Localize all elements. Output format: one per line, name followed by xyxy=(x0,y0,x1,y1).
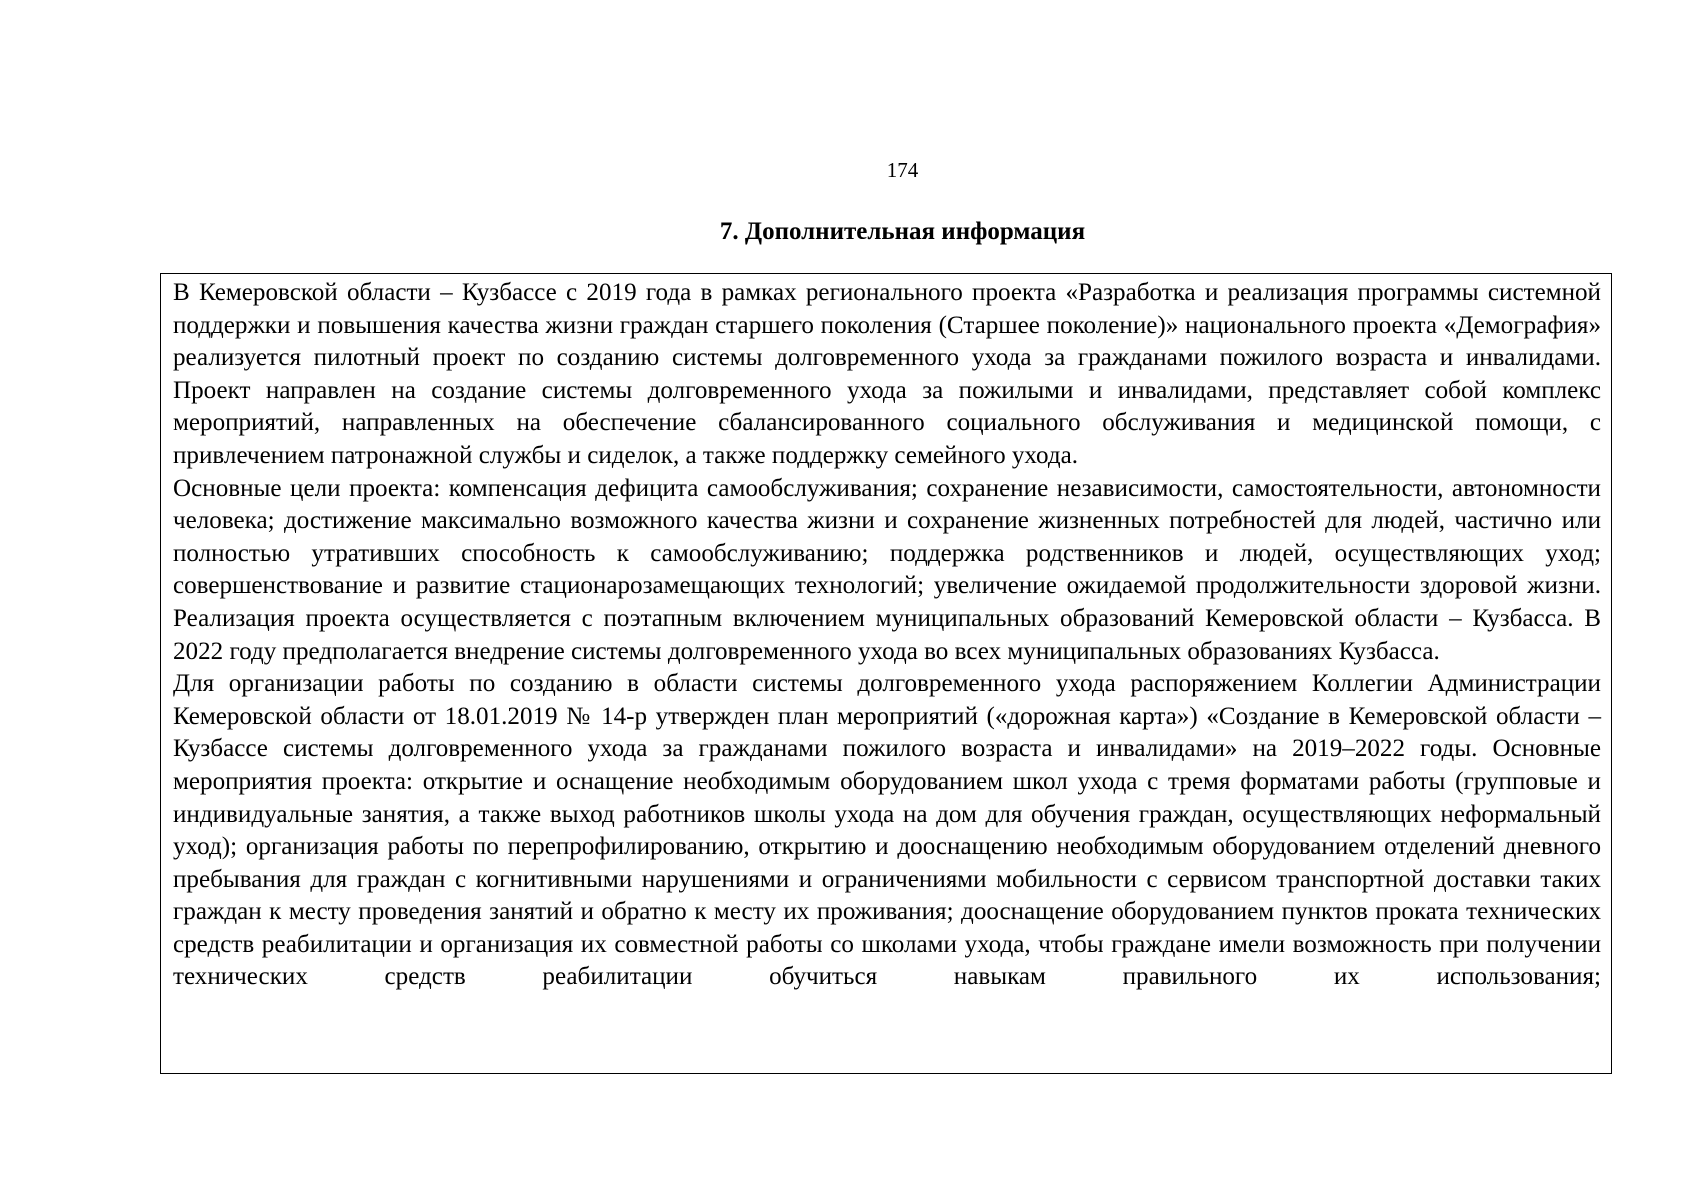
paragraph-project-goals: Основные цели проекта: компенсация дефицита самообслуживания; сохранение независимости, самостоятельности, автономности человека; достижение максимально возможного качества жизни и сохранение жизненных потребностей для людей, частично или полностью утративших способность к самообслуживанию; поддержка родственников и людей, осуществляющих уход; совершенствование и развитие стационарозамещающих технологий; увеличение ожидаемой продолжительности здоровой жизни. Реализация проекта осуществляется с поэтапным включением муниципальных образований Кемеровской области – Кузбасса. В 2022 году предполагается внедрение системы долговременного ухода во всех муниципальных образованиях Кузбасса. xyxy=(173,474,1601,665)
section-title: 7. Дополнительная информация xyxy=(719,218,1086,245)
paragraph-project-overview: В Кемеровской области – Кузбассе с 2019 года в рамках регионального проекта «Разработка и реализация программы системной поддержки и повышения качества жизни граждан старшего поколения (Старшее поколение)» национального проекта «Демография» реализуется пилотный проект по созданию системы долговременного ухода за гражданами пожилого возраста и инвалидами. Проект направлен на создание системы долговременного ухода за пожилыми и инвалидами, представляет собой комплекс мероприятий, направленных на обеспечение сбалансированного социального обслуживания и медицинской помощи, с привлечением патронажной службы и сиделок, а также поддержку семейного ухода. xyxy=(173,279,1601,469)
page-number: 174 xyxy=(886,158,919,182)
content-box xyxy=(160,273,1612,1074)
paragraph-project-activities: Для организации работы по созданию в области системы долговременного ухода распоряжением Коллегии Администрации Кемеровской области от 18.01.2019 № 14-р утвержден план мероприятий («дорожная карта») «Создание в Кемеровской области – Кузбассе системы долговременного ухода за гражданами пожилого возраста и инвалидами» на 2019–2022 годы. Основные мероприятия проекта: открытие и оснащение необходимым оборудованием школ ухода с тремя форматами работы (групповые и индивидуальные занятия, а также выход работников школы ухода на дом для обучения граждан, осуществляющих неформальный уход); организация работы по перепрофилированию, открытию и дооснащению необходимым оборудованием отделений дневного пребывания для граждан с когнитивными нарушениями и ограничениями мобильности с сервисом транспортной доставки таких граждан к месту проведения занятий и обратно к месту их проживания; дооснащение оборудованием пунктов проката технических средств реабилитации и организация их совместной работы со школами ухода, чтобы граждане имели возможность при получении технических средств реабилитации обучиться навыкам правильного их использования; xyxy=(173,670,1601,991)
